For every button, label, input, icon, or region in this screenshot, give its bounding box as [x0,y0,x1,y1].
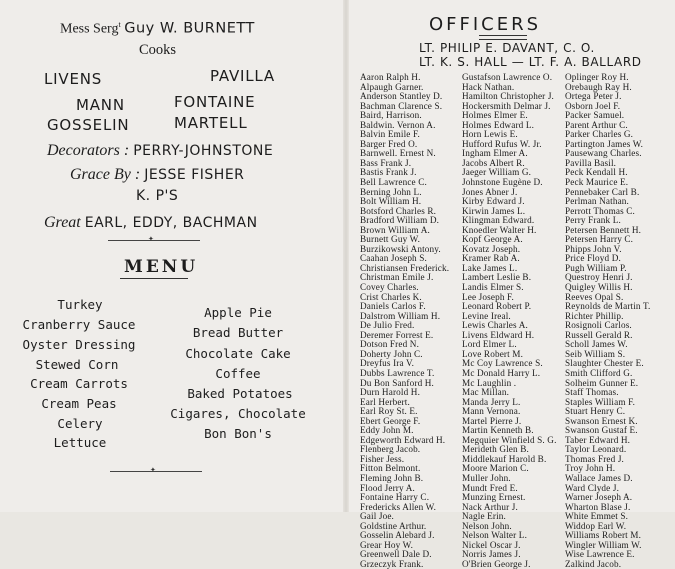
roster-name: Bradford William D. [360,215,440,226]
roster-name: Flood Jerry A. [360,482,415,493]
officers-ornament [479,35,527,40]
roster-name: Dotson Fred N. [360,339,420,350]
roster-column-2 [462,73,557,569]
menu-item: Stewed Corn [35,357,119,372]
roster-name: Taylor Leonard. [565,444,627,455]
roster-name: Doherty John C. [360,348,423,359]
roster-name: Earl Roy St. E. [360,406,418,417]
roster-name: Wingler William W. [565,539,642,550]
roster-name: Bachman Clarence S. [360,100,443,111]
roster-name: Eddy John M. [360,425,414,436]
roster-name: Burzikowski Antony. [360,243,441,254]
roster-name: Klingman Edward. [462,215,535,226]
roster-name: Burnett Guy W. [360,234,421,245]
right-page [349,0,675,569]
roster-name: Questroy Henri J. [565,272,633,283]
roster-name: Scholl James W. [565,339,628,350]
roster-name: Osborn Joel F. [565,100,621,111]
roster-name: Fredericks Allen W. [360,501,437,512]
roster-name: Barger Fred O. [360,138,418,149]
roster-name: Nack Arthur J. [462,501,518,512]
roster-name: Mann Vernona. [462,406,521,417]
roster-name: Norris James J. [462,549,521,560]
roster-name: Caahan Joseph S. [360,253,427,264]
roster-name: Barnwell. Ernest N. [360,148,436,159]
roster-name: Holmes Edward L. [462,119,535,130]
roster-name: Kirby Edward J. [462,196,525,207]
roster-name: Martel Pierre J. [462,415,522,426]
roster-name: Lake James L. [462,262,518,273]
roster-name: Jaeger William G. [462,167,532,178]
roster-name: Covey Charles. [360,282,419,293]
roster-name: Hufford Rufus W. Jr. [462,138,542,149]
roster-name: Slaughter Chester E. [565,358,644,369]
roster-name: Petersen Harry C. [565,234,634,245]
menu-item: Cream Peas [41,396,117,411]
roster-name: Perrott Thomas C. [565,205,636,216]
ornament-mark-top: ✦ [148,235,154,243]
roster-name: Botsford Charles R. [360,205,437,216]
roster-name: Moore Marion C. [462,463,529,474]
roster-name: Ward Clyde J. [565,482,620,493]
menu-item: Coffee [215,366,261,381]
roster-name: Staff Thomas. [565,387,619,398]
roster-name: Reeves Opal S. [565,291,624,302]
roster-name: Mc Donald Harry L. [462,367,541,378]
roster-name: Lord Elmer L. [462,339,517,350]
roster-column-3 [565,73,651,569]
decorators-line [47,142,273,160]
menu-item: Oyster Dressing [22,337,136,352]
menu-item: Apple Pie [204,305,272,320]
roster-name: Martin Kenneth B. [462,425,534,436]
roster-name: Holmes Elmer E. [462,110,528,121]
roster-name: Mc Laughlin . [462,377,517,388]
decorators-value: PERRY-JOHNSTONE [133,143,274,159]
roster-name: Munzing Ernest. [462,492,526,503]
roster-name: Muller John. [462,472,511,483]
roster-name: Edgeworth Edward H. [360,434,446,445]
roster-name: Knoedler Walter H. [462,224,537,235]
roster-name: Wallace James D. [565,472,633,483]
mess-sergeant-name: Guy W. BURNETT [124,20,255,37]
roster-name: Bastis Frank J. [360,167,417,178]
roster-name: De Julio Fred. [360,320,415,331]
roster-name: Grear Hoy W. [360,539,414,550]
roster-name: Ingham Elmer A. [462,148,528,159]
roster-name: Christiansen Frederick. [360,262,450,273]
roster-name: Wise Lawrence E. [565,549,635,560]
menu-item: Cream Carrots [30,376,128,391]
roster-name: Fontaine Harry C. [360,492,430,503]
roster-name: Kopf George A. [462,234,523,245]
roster-name: Lambert Leslie B. [462,272,532,283]
roster-name: Livens Eldward H. [462,329,535,340]
roster-name: Crist Charles K. [360,291,422,302]
roster-name: Balvin Emile F. [360,129,420,140]
roster-name: Peck Maurice E. [565,177,629,188]
roster-name: Manda Jerry L. [462,396,521,407]
great-line [44,214,258,232]
roster-name: Bell Lawrence C. [360,177,427,188]
roster-name: Dreyfus Ira V. [360,358,415,369]
roster-name: Grzeczyk Frank. [360,558,424,569]
roster-name: Baird, Harrison. [360,110,422,121]
menu-item: Cranberry Sauce [22,317,136,332]
roster-name: Gustafson Lawrence O. [462,72,553,82]
great-label: Great [44,214,81,231]
commanding-officer-line: LT. PHILIP E. DAVANT, C. O. [419,41,595,55]
roster-name: Warner Joseph A. [565,492,633,503]
roster-name: Fleming John B. [360,472,424,483]
left-page [0,0,343,512]
roster-name: Ortega Peter J. [565,91,622,102]
ornament-rule-bottom [110,471,202,472]
roster-name: Phipps John V. [565,243,622,254]
menu-item: Bon Bon's [204,426,272,441]
roster-name: Durn Harold H. [360,387,421,398]
roster-name: Perlman Nathan. [565,196,629,207]
grace-label: Grace By : [70,166,141,183]
roster-name: Rosignoli Carlos. [565,320,632,331]
roster-name: Swanson Ernest K. [565,415,638,426]
cook-name: MARTELL [174,114,248,132]
roster-name: Stuart Henry C. [565,406,626,417]
roster-name: Baldwin. Vernon A. [360,119,436,130]
roster-name: Lee Joseph F. [462,291,514,302]
menu-item: Turkey [57,297,103,312]
menu-item: Baked Potatoes [187,386,293,401]
roster-name: Greenwell Dale D. [360,549,432,560]
roster-name: Flenberg Jacob. [360,444,421,455]
roster-name: Smith Clifford G. [565,367,633,378]
roster-name: Jones Abner J. [462,186,518,197]
roster-name: Perry Frank L. [565,215,621,226]
roster-name: Mc Coy Lawrence S. [462,358,543,369]
roster-name: Kramer Rab A. [462,253,520,264]
roster-name: Troy John H. [565,463,616,474]
roster-name: Solheim Gunner E. [565,377,639,388]
roster-name: Leonard Robert P. [462,301,532,312]
roster-name: Taber Edward H. [565,434,631,445]
roster-name: Du Bon Sanford H. [360,377,435,388]
roster-name: Gosselin Alebard J. [360,530,435,541]
decorators-label: Decorators : [47,142,130,159]
roster-name: Fisher Jess. [360,453,405,464]
roster-name: Richter Phillip. [565,310,624,321]
cook-name: MANN [76,96,125,114]
great-value: EARL, EDDY, BACHMAN [84,215,258,231]
roster-name: Dubbs Lawrence T. [360,367,435,378]
roster-name: Brown William A. [360,224,430,235]
roster-name: Berning John L. [360,186,422,197]
roster-name: Love Robert M. [462,348,524,359]
roster-column-1 [360,73,449,569]
roster-name: Christman Emile J. [360,272,434,283]
mess-sergeant-sup: t [118,20,121,29]
roster-name: Pugh William P. [565,262,627,273]
roster-name: Johnstone Eugène D. [462,177,543,188]
cook-name: PAVILLA [210,67,275,85]
roster-name: Thomas Fred J. [565,453,625,464]
lieutenants-line: LT. K. S. HALL — LT. F. A. BALLARD [419,55,642,69]
roster-name: Lewis Charles A. [462,320,528,331]
roster-name: Alpaugh Garner. [360,81,424,92]
roster-name: Hack Nathan. [462,81,515,92]
roster-name: Oplinger Roy H. [565,72,629,82]
roster-name: Gail Joe. [360,511,395,522]
menu-item: Bread Butter [192,325,284,340]
roster-name: Nagle Erin. [462,511,506,522]
roster-name: Earl Herbert. [360,396,410,407]
roster-name: Bolt William H. [360,196,422,207]
cook-name: GOSSELIN [47,116,130,134]
cooks-label: Cooks [139,42,177,58]
roster-name: Deremer Forrest E. [360,329,434,340]
roster-name: Widdop Earl W. [565,520,627,531]
menu-item: Celery [57,416,103,431]
roster-name: Pennebaker Carl B. [565,186,640,197]
roster-name: Reynolds de Martin T. [565,301,651,312]
roster-name: Horn Lewis E. [462,129,518,140]
roster-name: Russell Gerald R. [565,329,633,340]
cook-name: LIVENS [44,70,103,88]
grace-line [70,166,244,184]
menu-title: MENU [124,257,199,277]
roster-name: Kovatz Joseph. [462,243,521,254]
roster-name: Price Floyd D. [565,253,621,264]
roster-name: Ebert George F. [360,415,421,426]
roster-name: Pausewang Charles. [565,148,642,159]
roster-name: Mac Millan. [462,387,510,398]
roster-name: Parent Arthur C. [565,119,628,130]
roster-name: Partington James W. [565,138,644,149]
roster-name: Landis Elmer S. [462,282,524,293]
roster-name: Mundt Fred E. [462,482,518,493]
roster-name: Parker Charles G. [565,129,634,140]
menu-item: Cigares, Chocolate [170,406,306,421]
roster-name: Aaron Ralph H. [360,72,421,82]
ornament-mark-bottom: ✦ [150,466,156,474]
roster-name: Anderson Stantley D. [360,91,443,102]
roster-name: Nickel Oscar J. [462,539,521,550]
roster-name: Zalkind Jacob. [565,558,622,569]
roster-name: Merideth Glen B. [462,444,529,455]
roster-name: Goldstine Arthur. [360,520,427,531]
roster-name: Daniels Carlos F. [360,301,426,312]
roster-name: White Emmet S. [565,511,629,522]
roster-name: Staples William F. [565,396,636,407]
roster-name: Wharton Blase J. [565,501,631,512]
officers-title: OFFICERS [429,14,542,35]
mess-sergeant-label: Mess Serg [60,21,119,37]
roster-name: Swanson Gustaf E. [565,425,638,436]
menu-item: Chocolate Cake [185,346,291,361]
menu-item: Lettuce [53,435,107,450]
roster-name: Bass Frank J. [360,157,412,168]
roster-name: Fitton Belmont. [360,463,421,474]
cook-name: FONTAINE [174,93,256,111]
grace-value: JESSE FISHER [144,167,245,183]
roster-name: Dalstrom William H. [360,310,441,321]
roster-name: Petersen Bennett H. [565,224,642,235]
menu-title-underline [120,278,188,279]
roster-name: Megquier Winfield S. G. [462,434,557,445]
roster-name: Middlekauf Harold B. [462,453,547,464]
mess-sergeant-line [60,20,255,38]
roster-name: Williams Robert M. [565,530,642,541]
roster-name: Seib William S. [565,348,626,359]
roster-name: O'Brien George J. [462,558,531,569]
roster-name: Jacobs Albert R. [462,157,525,168]
roster-name: Hockersmith Delmar J. [462,100,551,111]
grace-value-2: K. P'S [136,188,179,204]
roster-name: Pavilla Basil. [565,157,617,168]
roster-name: Levine Ireal. [462,310,511,321]
roster-name: Packer Samuel. [565,110,625,121]
roster-name: Peck Kendall H. [565,167,628,178]
roster-name: Hamilton Christopher J. [462,91,555,102]
ornament-rule-top [108,240,200,241]
roster-name: Kirwin James L. [462,205,526,216]
roster-name: Orebaugh Ray H. [565,81,632,92]
roster-name: Quigley Willis H. [565,282,633,293]
roster-name: Nelson Walter L. [462,530,528,541]
roster-name: Nelson John. [462,520,512,531]
